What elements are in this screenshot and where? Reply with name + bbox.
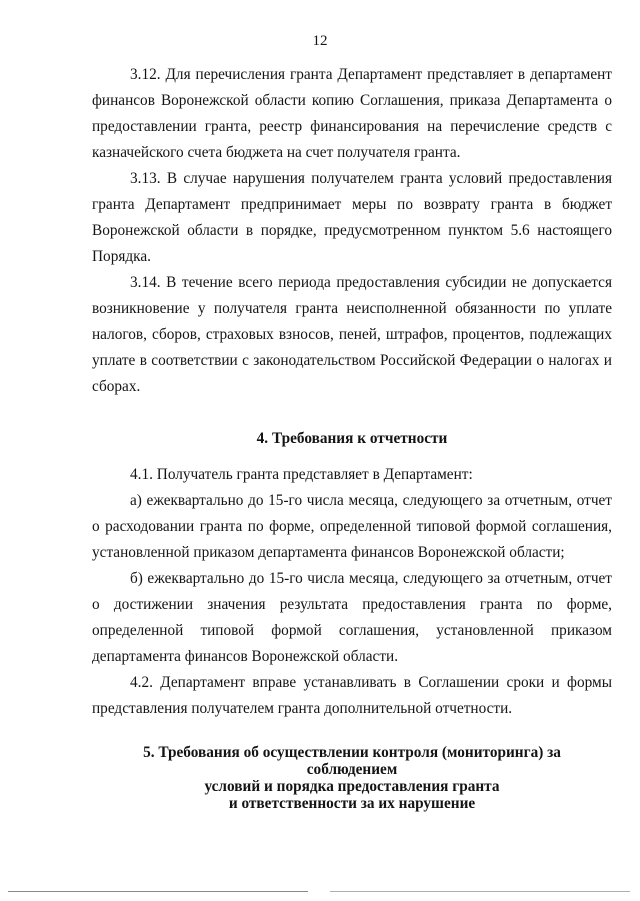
- document-body: [92, 62, 612, 812]
- section-5-heading: [92, 744, 612, 812]
- section-5-heading-line-1: 5. Требования об осуществлении контроля (мониторинга) за: [143, 744, 561, 761]
- page-number: 12: [312, 33, 328, 49]
- section-5-heading-line-2: соблюдением: [306, 761, 398, 778]
- scan-edge-line: [8, 891, 308, 892]
- paragraph-3-12: 3.12. Для перечисления гранта Департамент представляет в департамент финансов Воронежской области копию Соглашения, приказа Департамента о предоставлении гранта, реестр финансирования на перечисление средств с казначейского счета бюджета на счет получателя гранта.: [92, 66, 612, 161]
- paragraph-3-14: 3.14. В течение всего периода предоставления субсидии не допускается возникновение у получателя гранта неисполненной обязанности по уплате налогов, сборов, страховых взносов, пеней, штрафов, процентов, подлежащих уплате в соответствии с законодательством Российской Федерации о налогах и сборах.: [92, 274, 612, 395]
- paragraph-3-13: 3.13. В случае нарушения получателем гранта условий предоставления гранта Департамент предпринимает меры по возврату гранта в бюджет Воронежской области в порядке, предусмотренном пунктом 5.6 настоящего Порядка.: [92, 170, 612, 265]
- scan-edge-line-right: [330, 891, 630, 892]
- paragraph-4-2: 4.2. Департамент вправе устанавливать в Соглашении сроки и формы представления получателем гранта дополнительной отчетности.: [92, 674, 612, 717]
- paragraph-4-1-b: б) ежеквартально до 15-го числа месяца, следующего за отчетным, отчет о достижении значения результата предоставления гранта по форме, определенной типовой формой соглашения, установленной приказом департамента финансов Воронежской области.: [92, 570, 612, 665]
- paragraph-4-1: 4.1. Получатель гранта представляет в Департамент:: [130, 466, 473, 483]
- paragraph-4-1-a: а) ежеквартально до 15-го числа месяца, следующего за отчетным, отчет о расходовании гранта по форме, определенной типовой формой соглашения, установленной приказом департамента финансов Воронежской области;: [92, 492, 612, 561]
- section-5-heading-line-4: и ответственности за их нарушение: [228, 795, 476, 812]
- section-4-heading: 4. Требования к отчетности: [256, 430, 448, 447]
- section-5-heading-line-3: условий и порядка предоставления гранта: [204, 778, 500, 795]
